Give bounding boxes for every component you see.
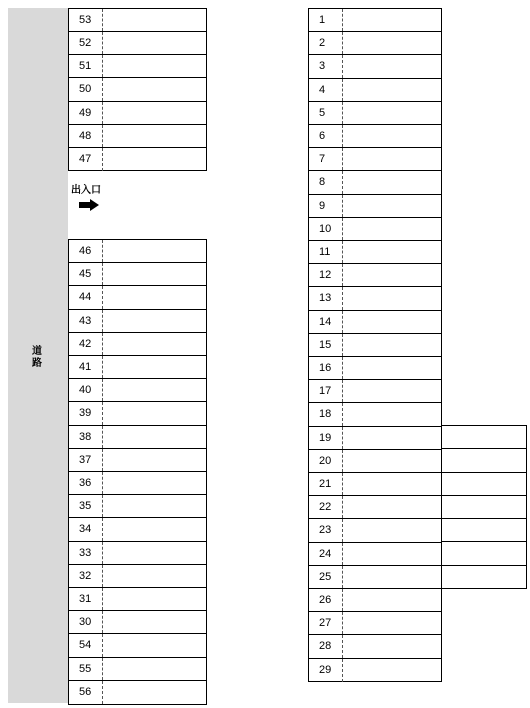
- space-number: 14: [309, 311, 343, 333]
- parking-space: [309, 125, 441, 148]
- space-number: 46: [69, 240, 103, 262]
- space-number: 42: [69, 333, 103, 355]
- parking-space: [309, 357, 441, 380]
- parking-space-extension: [442, 426, 526, 449]
- space-number: 16: [309, 357, 343, 379]
- space-number: 34: [69, 518, 103, 540]
- space-number: 26: [309, 589, 343, 611]
- space-number: 7: [309, 148, 343, 170]
- space-number: 13: [309, 287, 343, 309]
- space-number: 25: [309, 566, 343, 588]
- space-number: 29: [309, 659, 343, 682]
- parking-space: [309, 635, 441, 658]
- space-number: 15: [309, 334, 343, 356]
- parking-space: [309, 566, 441, 589]
- parking-space: [309, 519, 441, 542]
- parking-space-extension: [442, 543, 526, 566]
- parking-space-extension: [442, 566, 526, 589]
- space-number: 45: [69, 263, 103, 285]
- space-number: 18: [309, 403, 343, 425]
- parking-space: [309, 287, 441, 310]
- space-number: 41: [69, 356, 103, 378]
- parking-space: [69, 588, 206, 611]
- parking-space: [69, 565, 206, 588]
- parking-space: [309, 79, 441, 102]
- parking-space: [69, 310, 206, 333]
- parking-space: [309, 102, 441, 125]
- entrance-label: 出入口: [71, 185, 101, 196]
- parking-space: [309, 9, 441, 32]
- parking-space: [69, 449, 206, 472]
- space-number: 32: [69, 565, 103, 587]
- parking-block-left-top: [68, 8, 207, 171]
- space-number: 48: [69, 125, 103, 147]
- parking-space: [69, 658, 206, 681]
- parking-block-right: [308, 8, 442, 682]
- space-number: 39: [69, 402, 103, 424]
- parking-space: [69, 426, 206, 449]
- parking-space-extension: [442, 519, 526, 542]
- space-number: 44: [69, 286, 103, 308]
- space-number: 53: [69, 9, 103, 31]
- space-number: 11: [309, 241, 343, 263]
- parking-space: [69, 9, 206, 32]
- parking-space: [309, 334, 441, 357]
- space-number: 9: [309, 195, 343, 217]
- parking-space: [69, 263, 206, 286]
- parking-space: [309, 264, 441, 287]
- parking-space: [69, 542, 206, 565]
- parking-space: [309, 218, 441, 241]
- parking-space: [309, 659, 441, 682]
- space-number: 56: [69, 681, 103, 704]
- parking-space: [309, 241, 441, 264]
- space-number: 37: [69, 449, 103, 471]
- parking-space-extension: [442, 496, 526, 519]
- space-number: 49: [69, 102, 103, 124]
- space-number: 1: [309, 9, 343, 31]
- parking-space: [309, 311, 441, 334]
- space-number: 10: [309, 218, 343, 240]
- space-number: 47: [69, 148, 103, 171]
- space-number: 5: [309, 102, 343, 124]
- space-number: 27: [309, 612, 343, 634]
- parking-space: [309, 589, 441, 612]
- parking-space: [69, 78, 206, 101]
- parking-space: [69, 102, 206, 125]
- parking-space: [309, 543, 441, 566]
- space-number: 54: [69, 634, 103, 656]
- parking-space: [69, 634, 206, 657]
- parking-space: [309, 450, 441, 473]
- space-number: 55: [69, 658, 103, 680]
- parking-space: [69, 681, 206, 704]
- space-number: 20: [309, 450, 343, 472]
- arrow-right-icon: [79, 199, 99, 211]
- space-number: 6: [309, 125, 343, 147]
- space-number: 28: [309, 635, 343, 657]
- space-number: 30: [69, 611, 103, 633]
- parking-space-extension: [442, 449, 526, 472]
- space-number: 40: [69, 379, 103, 401]
- space-number: 22: [309, 496, 343, 518]
- parking-space: [69, 148, 206, 171]
- space-number: 35: [69, 495, 103, 517]
- space-number: 31: [69, 588, 103, 610]
- parking-block-right-extension: [441, 425, 527, 589]
- parking-space: [69, 125, 206, 148]
- space-number: 52: [69, 32, 103, 54]
- space-number: 17: [309, 380, 343, 402]
- parking-space: [69, 495, 206, 518]
- parking-space: [309, 380, 441, 403]
- space-number: 3: [309, 55, 343, 77]
- parking-space: [69, 379, 206, 402]
- space-number: 50: [69, 78, 103, 100]
- parking-space: [309, 55, 441, 78]
- space-number: 4: [309, 79, 343, 101]
- parking-space: [69, 356, 206, 379]
- road-label: 道路: [32, 346, 42, 369]
- parking-space: [69, 286, 206, 309]
- parking-space: [69, 32, 206, 55]
- space-number: 36: [69, 472, 103, 494]
- parking-space: [69, 402, 206, 425]
- parking-space: [69, 333, 206, 356]
- space-number: 2: [309, 32, 343, 54]
- parking-space: [309, 612, 441, 635]
- space-number: 21: [309, 473, 343, 495]
- parking-space: [309, 473, 441, 496]
- parking-space: [69, 611, 206, 634]
- parking-space: [69, 240, 206, 263]
- parking-block-left-bottom: [68, 239, 207, 705]
- space-number: 51: [69, 55, 103, 77]
- space-number: 23: [309, 519, 343, 541]
- parking-space-extension: [442, 473, 526, 496]
- parking-space: [69, 518, 206, 541]
- space-number: 38: [69, 426, 103, 448]
- parking-space: [69, 472, 206, 495]
- space-number: 43: [69, 310, 103, 332]
- parking-space: [309, 171, 441, 194]
- parking-space: [309, 427, 441, 450]
- parking-space: [309, 403, 441, 426]
- space-number: 24: [309, 543, 343, 565]
- parking-space: [309, 32, 441, 55]
- space-number: 8: [309, 171, 343, 193]
- parking-space: [309, 195, 441, 218]
- space-number: 12: [309, 264, 343, 286]
- parking-space: [309, 148, 441, 171]
- parking-space: [309, 496, 441, 519]
- space-number: 19: [309, 427, 343, 449]
- space-number: 33: [69, 542, 103, 564]
- parking-space: [69, 55, 206, 78]
